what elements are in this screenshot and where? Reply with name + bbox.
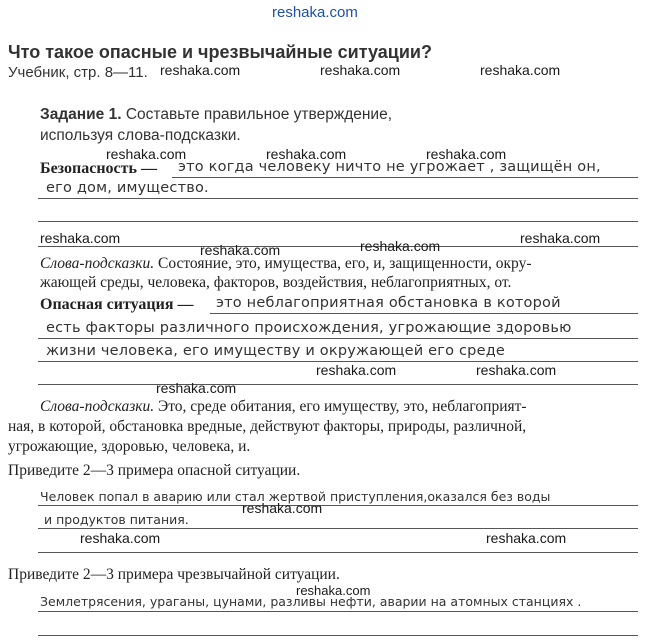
examples-emergency-answer-line-1: Землетрясения, ураганы, цунами, разливы нефти, аварии на атомных станциях . — [40, 594, 582, 609]
hints-2-line-1 — [40, 398, 527, 416]
watermark: reshaka.com — [106, 146, 187, 162]
answer-line — [38, 635, 638, 636]
task-1-label: Задание 1. — [40, 106, 122, 123]
page-title: Что такое опасные и чрезвычайные ситуации? — [8, 42, 432, 62]
watermark: reshaka.com — [486, 530, 567, 546]
danger-term: Опасная ситуация — — [40, 296, 194, 313]
answer-line — [38, 505, 638, 506]
watermark-top: reshaka.com — [272, 4, 358, 21]
answer-line — [38, 338, 638, 339]
danger-answer-line-2: есть факторы различного происхождения, угрожающие здоровью — [46, 320, 572, 336]
hints-1-text: Состояние, это, имущества, его, и, защищенности, окру- — [158, 255, 532, 272]
examples-danger-answer-line-2: и продуктов питания. — [44, 512, 189, 527]
examples-emergency-prompt: Приведите 2—3 примера чрезвычайной ситуации. — [8, 566, 340, 583]
watermark: reshaka.com — [80, 530, 161, 546]
hints-1-label: Слова-подсказки. — [40, 255, 155, 272]
watermark: reshaka.com — [200, 242, 281, 258]
answer-line — [210, 313, 638, 314]
watermark: reshaka.com — [242, 500, 323, 516]
examples-danger-answer-line-1: Человек попал в аварию или стал жертвой приступления,оказался без воды — [40, 489, 551, 504]
watermark: reshaka.com — [480, 62, 561, 78]
task-1-line-2: используя слова-подсказки. — [40, 127, 241, 144]
hints-2-text: Это, среде обитания, его имуществу, это, неблагоприят- — [158, 398, 527, 415]
watermark: reshaka.com — [156, 380, 237, 396]
watermark: reshaka.com — [40, 230, 121, 246]
answer-line — [38, 384, 638, 385]
watermark: reshaka.com — [316, 362, 397, 378]
hints-2-line-2: ная, в которой, обстановка вредные, действуют факторы, природы, различной, — [8, 418, 527, 435]
hints-2-line-3: угрожающие, здоровью, человека, и. — [8, 438, 251, 455]
task-1-line-1 — [40, 106, 392, 124]
safety-term: Безопасность — — [40, 160, 157, 177]
watermark: reshaka.com — [520, 230, 601, 246]
answer-line — [38, 221, 638, 222]
watermark: reshaka.com — [160, 62, 241, 78]
danger-answer-line-3: жизни человека, его имуществу и окружающей его среде — [46, 343, 506, 359]
watermark: reshaka.com — [266, 146, 347, 162]
answer-line — [172, 177, 638, 178]
examples-danger-prompt: Приведите 2—3 примера опасной ситуации. — [8, 462, 301, 479]
hints-1-line-2: жающей среды, человека, факторов, воздействия, неблагоприятных, от. — [40, 274, 512, 291]
answer-line — [38, 552, 638, 553]
hints-1-line-1 — [40, 255, 532, 273]
safety-answer-line-1: это когда человеку ничто не угрожает , защищён он, — [178, 159, 601, 175]
watermark: reshaka.com — [320, 62, 401, 78]
watermark: reshaka.com — [476, 362, 557, 378]
answer-line — [38, 246, 638, 247]
answer-line — [38, 198, 638, 199]
answer-line — [38, 611, 638, 612]
task-1-text: Составьте правильное утверждение, — [125, 106, 393, 123]
watermark: reshaka.com — [426, 146, 507, 162]
textbook-reference: Учебник, стр. 8—11. — [8, 64, 148, 81]
hints-2-label: Слова-подсказки. — [40, 398, 155, 415]
safety-answer-line-2: его дом, имущество. — [46, 180, 209, 196]
danger-answer-line-1: это неблагоприятная обстановка в которой — [216, 295, 561, 311]
answer-line — [38, 528, 638, 529]
watermark: reshaka.com — [360, 238, 441, 254]
watermark: reshaka.com — [296, 583, 371, 598]
